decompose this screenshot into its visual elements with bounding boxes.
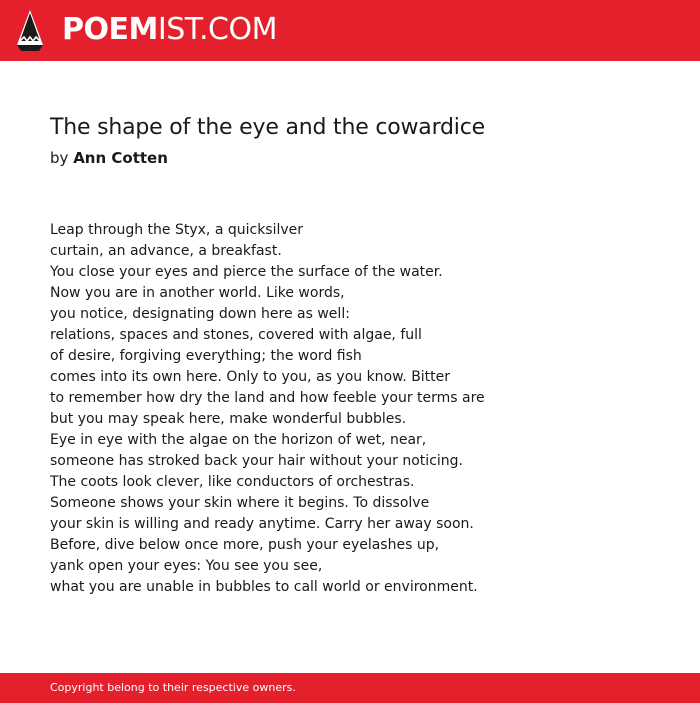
- poem-line: You close your eyes and pierce the surface of the water.: [50, 264, 443, 280]
- poem-line: of desire, forgiving everything; the word fish: [50, 348, 362, 364]
- poem-line: curtain, an advance, a breakfast.: [50, 243, 282, 259]
- copyright-text: Copyright belong to their respective owners.: [50, 681, 296, 694]
- author-name[interactable]: Ann Cotten: [73, 149, 168, 167]
- poem-line: you notice, designating down here as well:: [50, 306, 350, 322]
- pencil-tip-icon[interactable]: [17, 10, 43, 51]
- poem-line: Someone shows your skin where it begins. To dissolve: [50, 495, 430, 511]
- poem-line: but you may speak here, make wonderful bubbles.: [50, 411, 407, 427]
- poem-line: Before, dive below once more, push your eyelashes up,: [50, 537, 440, 553]
- poem-line: The coots look clever, like conductors of orchestras.: [50, 474, 415, 490]
- byline: [50, 149, 168, 167]
- poem-title: The shape of the eye and the cowardice: [50, 115, 485, 140]
- site-footer: [0, 673, 700, 703]
- logo-bold-text: POEM: [62, 12, 158, 47]
- poem-line: yank open your eyes: You see you see,: [50, 558, 323, 574]
- by-label: by: [50, 149, 69, 167]
- poem-line: someone has stroked back your hair without your noticing.: [50, 453, 463, 469]
- poem-line: relations, spaces and stones, covered with algae, full: [50, 327, 422, 343]
- poem-line: Now you are in another world. Like words,: [50, 285, 345, 301]
- poem-line: Eye in eye with the algae on the horizon of wet, near,: [50, 432, 427, 448]
- logo-light-text: IST.COM: [157, 12, 277, 47]
- poem-line: to remember how dry the land and how feeble your terms are: [50, 390, 485, 406]
- poem-line: your skin is willing and ready anytime. Carry her away soon.: [50, 516, 474, 532]
- site-header: [0, 0, 700, 61]
- site-logo[interactable]: [62, 12, 277, 48]
- poem-line: what you are unable in bubbles to call world or environment.: [50, 579, 478, 595]
- poem-body: [50, 220, 485, 598]
- poem-line: comes into its own here. Only to you, as you know. Bitter: [50, 369, 451, 385]
- poem-line: Leap through the Styx, a quicksilver: [50, 222, 304, 238]
